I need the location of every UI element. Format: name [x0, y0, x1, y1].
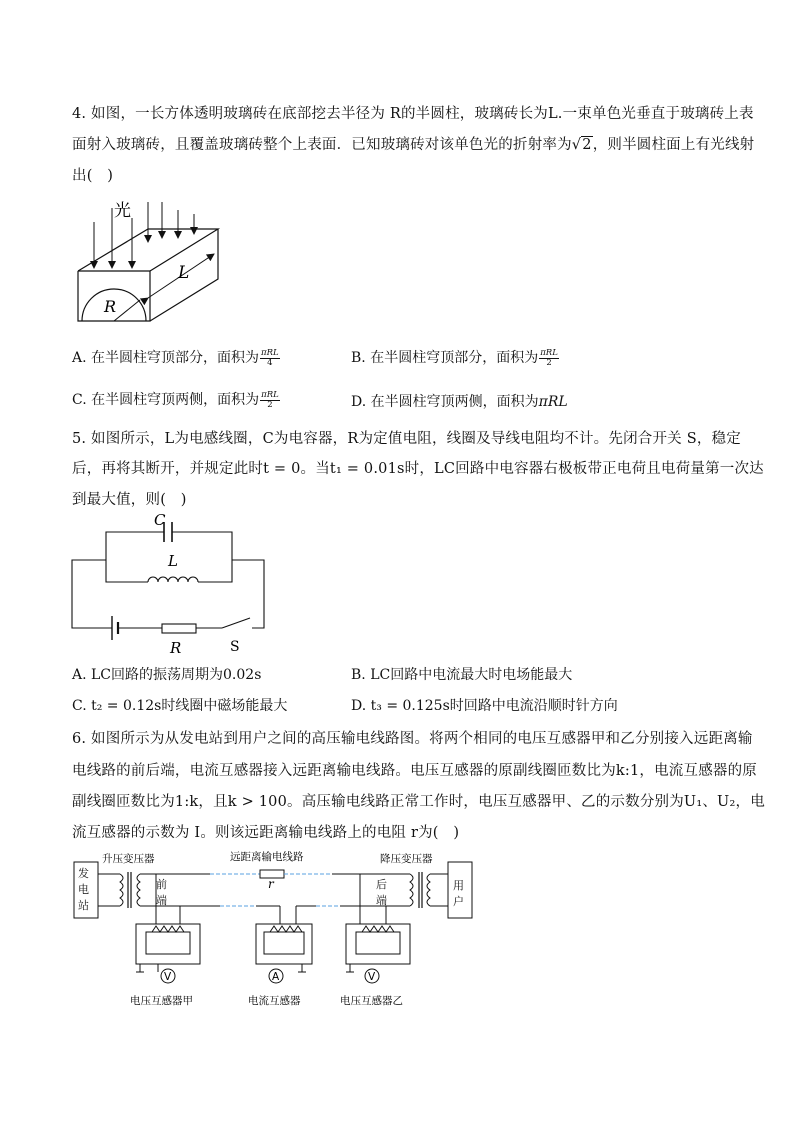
- fraction-denominator: 2: [546, 357, 552, 368]
- q4-option-b[interactable]: [351, 347, 559, 368]
- label-ct: 电流互感器: [248, 995, 301, 1007]
- sqrt-expression: √2: [571, 137, 592, 153]
- q5-option-d[interactable]: D. t₃ = 0.125s时回路中电流沿顺时针方向: [351, 698, 618, 714]
- fraction-numerator: πRL: [540, 347, 558, 358]
- label-L: L: [178, 263, 190, 283]
- q6-line-4: 流互感器的示数为 I。则该远距离输电线路上的电阻 r为( ): [72, 825, 460, 841]
- fraction-numerator: πRL: [261, 389, 279, 400]
- label-back-vertical: 后端: [376, 878, 387, 907]
- q6-line-3: 副线圈匝数比为1:k，且k > 100。高压输电线路正常工作时，电压互感器甲、乙的示数分别为U₁、U₂，电: [72, 794, 765, 810]
- q5-lc-circuit-figure: [66, 510, 272, 660]
- q5-line-1: 5. 如图所示，L为电感线圈，C为电容器，R为定值电阻，线圈及导线电阻均不计。先闭合开关 S，稳定: [72, 431, 741, 447]
- q4-glass-brick-figure: [70, 198, 230, 326]
- q6-line-2: 电线路的前后端，电流互感器接入远距离输电线路。电压互感器的原副线圈匝数比为k:1，电流互感器的原: [72, 763, 757, 779]
- q4-option-c-text: C. 在半圆柱穹顶两侧，面积为: [72, 392, 260, 408]
- label-front-vertical: 前端: [156, 878, 167, 907]
- q6-line-1: 6. 如图所示为从发电站到用户之间的高压输电线路图。将两个相同的电压互感器甲和乙分别接入远距离输: [72, 731, 753, 747]
- q4-option-d[interactable]: [351, 391, 568, 411]
- q5-option-b[interactable]: B. LC回路中电流最大时电场能最大: [351, 667, 573, 683]
- q4-option-d-text: D. 在半圆柱穹顶两侧，面积为: [351, 394, 539, 410]
- q5-option-a[interactable]: A. LC回路的振荡周期为0.02s: [72, 667, 262, 683]
- q4-option-c[interactable]: [72, 389, 280, 410]
- q4-option-a[interactable]: [72, 347, 280, 368]
- label-r: r: [268, 877, 274, 891]
- label-vt-b: 电压互感器乙: [340, 995, 403, 1007]
- sqrt-argument: 2: [582, 137, 592, 153]
- q4-line-2-a: 面射入玻璃砖，且覆盖玻璃砖整个上表面．已知玻璃砖对该单色光的折射率为: [72, 137, 572, 153]
- label-step-down: 降压变压器: [380, 853, 433, 865]
- fraction-numerator: πRL: [261, 347, 279, 358]
- label-L: L: [168, 552, 178, 570]
- label-R: R: [104, 297, 117, 316]
- fraction: [539, 349, 559, 368]
- label-R: R: [170, 639, 182, 657]
- fraction-denominator: 2: [267, 399, 273, 410]
- label-user-vertical: 用户: [453, 879, 464, 908]
- q4-line-2-b: ，则半圆柱面上有光线射: [592, 137, 755, 153]
- q4-line-3: 出( ): [72, 168, 114, 184]
- q6-transmission-figure: [70, 848, 480, 1010]
- ct-meter-label: A: [272, 971, 280, 983]
- label-S: S: [230, 639, 240, 655]
- q4-option-a-text: A. 在半圆柱穹顶部分，面积为: [72, 350, 260, 366]
- label-station-vertical: 发电站: [78, 867, 89, 912]
- q5-option-c[interactable]: C. t₂ = 0.12s时线圈中磁场能最大: [72, 698, 288, 714]
- q4-option-d-expr: πRL: [538, 394, 568, 410]
- label-vt-a: 电压互感器甲: [130, 995, 193, 1007]
- vt-a-meter-label: V: [164, 971, 172, 983]
- fraction: [260, 349, 280, 368]
- q4-option-b-text: B. 在半圆柱穹顶部分，面积为: [351, 350, 539, 366]
- q4-line-2: [72, 133, 754, 154]
- q4-line-1: 4. 如图，一长方体透明玻璃砖在底部挖去半径为 R的半圆柱，玻璃砖长为L.一束单色光垂直于玻璃砖上表: [72, 106, 754, 122]
- vt-b-meter-label: V: [368, 971, 376, 983]
- label-light: 光: [114, 201, 131, 221]
- q5-line-2: 后，再将其断开，并规定此时t = 0。当t₁ = 0.01s时，LC回路中电容器右极板带正电荷且电荷量第一次达: [72, 461, 764, 477]
- fraction-denominator: 4: [267, 357, 273, 368]
- label-step-up: 升压变压器: [102, 853, 155, 865]
- q5-line-3: 到最大值，则( ): [72, 492, 187, 508]
- label-C: C: [154, 511, 166, 529]
- fraction: [260, 391, 280, 410]
- label-line: 远距离输电线路: [230, 851, 304, 863]
